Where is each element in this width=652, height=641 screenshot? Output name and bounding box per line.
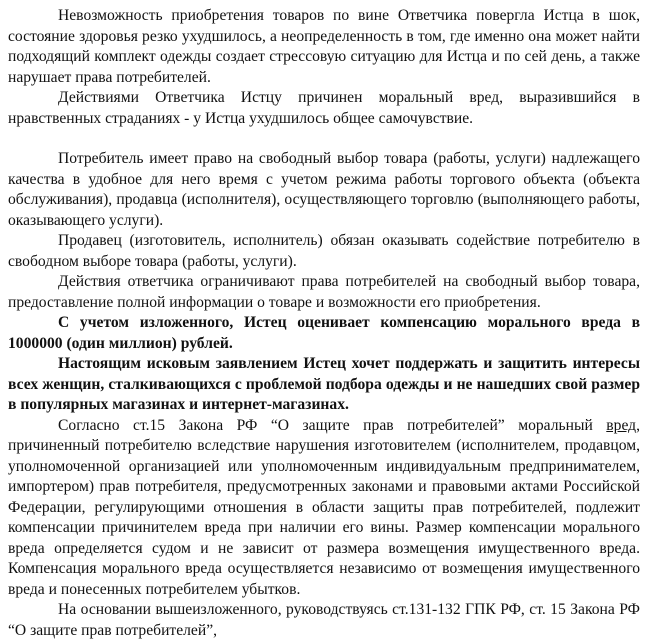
paragraph-shock: Невозможность приобретения товаров по вине Ответчика повергла Истца в шок, состояние здоровья резко ухудшилось, а неопределенность в том, где именно она может найти подходящий комплект одежды создает стрессовую ситуацию для Истца и по сей день, а также нарушает права потребителей. [8, 7, 640, 86]
paragraph-defendant-actions: Действия ответчика ограничивают права потребителей на свободный выбор товара, предоставление полной информации о товаре и возможности его приобретения. [8, 273, 640, 311]
paragraph-legal-basis: На основании вышеизложенного, руководствуясь ст.131-132 ГПК РФ, ст. 15 Закона РФ “О защите прав потребителей”, [8, 601, 640, 639]
paragraph-spacer [8, 129, 640, 149]
law-text-before: Согласно ст.15 Закона РФ “О защите прав потребителей” моральный [58, 416, 607, 434]
paragraph-claim-purpose: Настоящим исковым заявлением Истец хочет поддержать и защитить интересы всех женщин, сталкивающихся с проблемой подбора одежды и не нашедших свой размер в популярных магазинах и интернет-магазинах. [8, 355, 640, 413]
paragraph-compensation-claim: С учетом изложенного, Истец оценивает компенсацию морального вреда в 1000000 (один миллион) рублей. [8, 314, 640, 352]
paragraph-moral-harm: Действиями Ответчика Истцу причинен моральный вред, выразившийся в нравственных страданиях - у Истца ухудшилось общее самочувствие. [8, 89, 640, 127]
law-text-after: , причиненный потребителю вследствие нарушения изготовителем (исполнителем, продавцом, уполномоченной организацией или уполномоченным индивидуальным предпринимателем, импортером) прав потребителя, предусмотренных законами и правовыми актами Российской Федерации, регулирующими отношения в области защиты прав потребителей, подлежит компенсации причинителем вреда при наличии его вины. Размер компенсации морального вреда определяется судом и не зависит от размера возмещения имущественного вреда. Компенсация морального вреда осуществляется независимо от возмещения имущественного вреда и понесенных потребителем убытков. [8, 416, 640, 598]
paragraph-law-article-15 [8, 416, 640, 601]
paragraph-free-choice-right: Потребитель имеет право на свободный выбор товара (работы, услуги) надлежащего качества в удобное для него время с учетом режима работы торгового объекта (объекта обслуживания), продавца (исполнителя), осуществляющего торговлю (выполняющего работы, оказывающего услуги). [8, 150, 640, 229]
paragraph-seller-duty: Продавец (изготовитель, исполнитель) обязан оказывать содействие потребителю в свободном выборе товара (работы, услуги). [8, 232, 640, 270]
underlined-word: вред [606, 416, 637, 434]
